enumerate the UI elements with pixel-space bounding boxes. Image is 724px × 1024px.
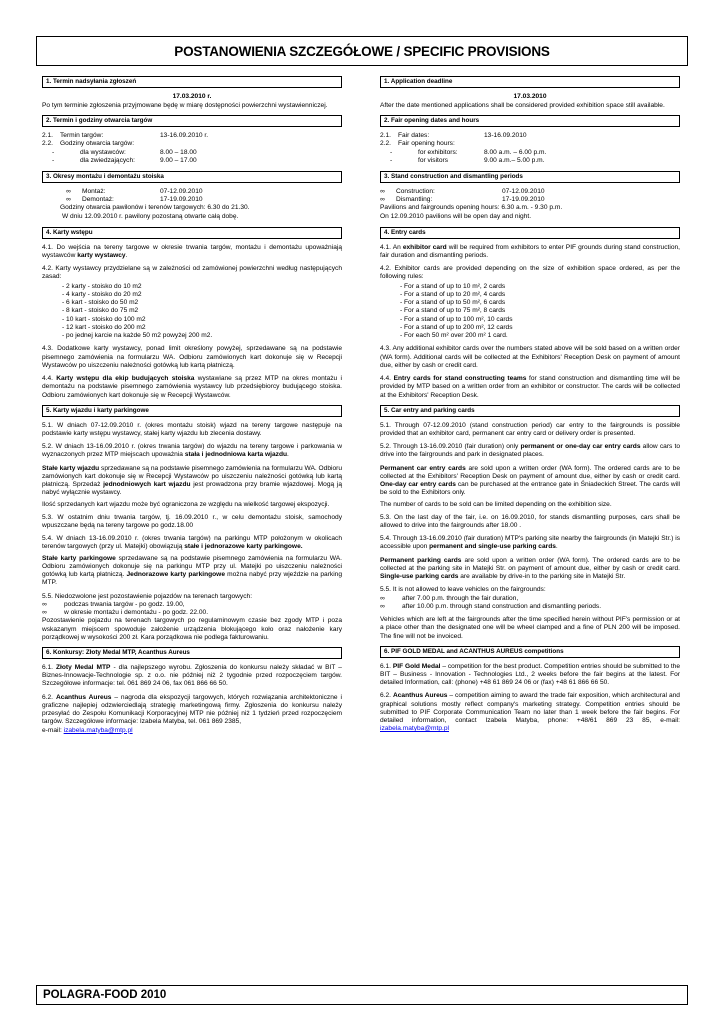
info-row (42, 132, 342, 140)
section-heading: 3. Okresy montażu i demontażu stoiska (42, 171, 342, 183)
info-row (42, 149, 342, 157)
row-label: Dismantling: (396, 196, 433, 204)
row-value: 8.00 a.m. – 6.00 p.m. (484, 148, 547, 156)
paragraph: 6.1. PIF Gold Medal – competition for the best product. Competition entries should be submitted to the BIT – Business - Innovation - Technologies Ltd., 2 weeks before the fair begins at the latest. For detailed Information, call: (phone) +48 61 869 24 06 or (fax) +48 61 866 66 50. (380, 662, 680, 687)
email-link[interactable]: izabela.matyba@mtp.pl (380, 725, 449, 733)
row-label: Termin targów: (60, 132, 104, 140)
section-heading: 4. Karty wstępu (42, 227, 342, 239)
row-label: Fair dates: (398, 132, 430, 140)
row-value: 17-19.09.2010 (160, 196, 203, 204)
paragraph: Vehicles which are left at the fairgrounds after the time specified herein without PIF's permission or at a place other than the designated one will be wheel clamped and a fine of PLN 200 will be imposed. The fine will not be invoiced. (380, 616, 680, 640)
row-label: Fair opening hours: (398, 140, 455, 148)
paragraph: 5.2. W dniach 13-16.09.2010 r. (okres trwania targów) do wjazdu na tereny targowe i parkowania w wyznaczonych przez MTP miejscach upoważnia stała i jednodniowa karta wjazdu. (42, 443, 342, 459)
text-line: Pavilions and fairgrounds opening hours: 6.30 a.m. - 9.30 p.m. (380, 204, 563, 212)
section-heading: 5. Car entry and parking cards (380, 405, 680, 417)
section-heading: 2. Fair opening dates and hours (380, 115, 680, 127)
section-1-pl (42, 76, 342, 110)
row-value: 9.00 a.m.– 5.00 p.m. (484, 156, 545, 164)
row-label: Godziny otwarcia targów: (60, 140, 135, 148)
infinity-bullet-icon: ∞ (380, 602, 385, 610)
infinity-bullet-icon: ∞ (42, 600, 47, 608)
section-6-pl (42, 647, 342, 735)
paragraph: 4.4. Entry cards for stand constructing teams for stand construction and dismantling time will be provided by MTP based on a written order from an exhibitor or constructor. The cards will be collected at the Exhibitors' Reception Desk. (380, 375, 680, 399)
row-number: 2.1. (380, 132, 391, 140)
list-item: - For a stand of up to 20 m², 4 cards (400, 290, 506, 298)
row-number: 2.2. (42, 140, 53, 148)
section-5-pl (42, 405, 342, 642)
paragraph: Ilość sprzedanych kart wjazdu może być ograniczona ze względu na wielkość targowej ekspozycji. (42, 500, 330, 508)
paragraph: Po tym terminie zgłoszenia przyjmowane będę w miarę dostępności powierzchni wystawienniczej. (42, 102, 328, 110)
deadline-date: 17.03.2010 r. (172, 92, 212, 100)
list-item: - For a stand of up to 200 m², 12 cards (400, 323, 513, 331)
row-label: for exhibitors: (418, 148, 458, 156)
paragraph: 5.3. W ostatnim dniu trwania targów, tj. 16.09.2010 r., w celu demontażu stoisk, samochody wpuszczane będą na tereny targowe po godz.18.00 (42, 513, 342, 529)
paragraph: 4.1. An exhibitor card will be required from exhibitors to enter PIF grounds during stand construction, fair duration and dismantling periods. (380, 243, 680, 260)
row-dash: - (390, 148, 393, 156)
section-heading: 1. Termin nadsyłania zgłoszeń (42, 76, 342, 88)
section-heading: 6. PIF GOLD MEDAL and ACANTHUS AUREUS competitions (380, 646, 680, 658)
section-2-pl (42, 115, 342, 165)
info-row (380, 132, 680, 140)
title-box (36, 36, 688, 66)
list-item: ∞ after 10.00 p.m. through stand construction and dismantling periods. (380, 602, 602, 610)
footer-box (36, 985, 688, 1005)
paragraph: Stałe karty wjazdu sprzedawane są na podstawie pisemnego zamówienia na formularzu WA. Odbioru zamówionych kart dokonuje się w Recepcji Wystawców po uiszczeniu należności gotówką lub kartą płatniczą. Sprzedaż jednodniowych kart wjazdu jest prowadzona przy bramie wjazdowej. Mogą ją nabyć wyłącznie wystawcy. (42, 464, 342, 497)
text-line: W dniu 12.09.2010 r. pawilony pozostaną otwarte całą dobę. (62, 212, 239, 220)
paragraph: Permanent parking cards are sold upon a written order (WA form). The ordered cards are to be collected at the parking site in Matejki Str. on payment of amount due, either by cash or credit card. Single-use parking cards are available by drive-in to the parking site in Matejki Str. (380, 556, 681, 581)
row-value: 13-16.09.2010 (484, 132, 527, 140)
section-heading: 1. Application deadline (380, 76, 680, 88)
paragraph: 4.2. Exhibitor cards are provided depending on the size of exhibition space ordered, as per the following rules: (380, 265, 680, 281)
paragraph: 4.4. Karty wstępu dla ekip budujących stoiska wystawiane są przez MTP na okres montażu i demontażu na podstawie pisemnego zamówienia wystawcy lub przedsiębiorcy budującego stoiska. Odbioru zamówionych kart dokonuje się w Recepcji Wystawców. (42, 375, 342, 399)
list-item: - For a stand of up to 50 m², 6 cards (400, 299, 506, 307)
info-row (380, 188, 680, 196)
infinity-bullet-icon: ∞ (42, 609, 47, 617)
section-4-en (380, 227, 680, 400)
info-row (42, 188, 342, 196)
paragraph: 4.3. Any additional exhibitor cards over the numbers stated above will be sold based on a written order (WA form). Additional cards will be collected at the Exhibitors' Reception Desk on payment of amount due, either by cash or credit card. (380, 345, 680, 369)
text-line: On 12.09.2010 pavilions will be open day and night. (380, 212, 532, 220)
section-1-en (380, 76, 680, 110)
info-row (380, 149, 680, 157)
list-item: - 10 kart - stoisko do 100 m2 (62, 315, 146, 323)
paragraph: 6.2. Acanthus Aureus – nagroda dla ekspozycji targowych, których rozwiązania architektoniczne i graficzne najlepiej odzwierciedlają strategię marketingową firmy. Zgłoszenia do konkursu należy przesyłać do Zespołu Komunikacji Korporacyjnej MTP nie później niż 1 tydzień przed rozpoczęciem targów. Szczegółowe informacje: Izabela Matyba, tel. 061 869 2385, (42, 693, 342, 726)
text-line: 5.5. Niedozwolone jest pozostawienie pojazdów na terenach targowych: (42, 592, 253, 600)
row-label: dla wystawców: (80, 148, 126, 156)
deadline-date: 17.03.2010 (513, 92, 547, 100)
paragraph: Stałe karty parkingowe sprzedawane są na podstawie pisemnego zamówienia na formularzu WA. Odbioru zamówionych dokonuje się na parkingu MTP przy ul. Matejki po uiszczeniu należności gotówką lub kartą płatniczą. Jednorazowe karty parkingowe można nabyć przy wjeździe na parking MTP. (42, 554, 342, 587)
paragraph: 4.1. Do wejścia na tereny targowe w okresie trwania targów, montażu i demontażu upoważniają wystawców karty wystawcy. (42, 243, 342, 260)
list-item: ∞ w okresie montażu i demontażu - po godz. 22.00. (42, 609, 209, 617)
paragraph: The number of cards to be sold can be limited depending on the exhibition size. (380, 500, 612, 508)
section-heading: 2. Termin i godziny otwarcia targów (42, 115, 342, 127)
row-number: 2.1. (42, 132, 53, 140)
section-6-en (380, 646, 680, 734)
polish-column (42, 76, 342, 739)
list-item: - po jednej karcie na każde 50 m2 powyżej 200 m2. (62, 332, 213, 340)
list-item: - For each 50 m² over 200 m² 1 card. (400, 332, 508, 340)
card-allocation-list (380, 283, 680, 341)
row-value: 17-19.09.2010 (502, 196, 545, 204)
email-line: e-mail: izabela.matyba@mtp.pl (42, 726, 133, 734)
text-line: 5.5. It is not allowed to leave vehicles on the fairgrounds: (380, 586, 546, 594)
infinity-bullet-icon: ∞ (380, 187, 385, 195)
list-item: - For a stand of up to 10 m², 2 cards (400, 282, 506, 290)
paragraph: 5.4. Through 13-16.09.2010 (fair duration) MTP's parking site nearby the fairgrounds (in Matejki Str.) is accessible upon permanent and single-use parking cards. (380, 535, 680, 551)
infinity-bullet-icon: ∞ (66, 196, 71, 204)
email-link[interactable]: izabela.matyba@mtp.pl (63, 726, 133, 734)
row-label: Construction: (396, 187, 435, 195)
row-label: dla zwiedzających: (80, 156, 135, 164)
list-item: ∞ after 7.00 p.m. through the fair duration, (380, 594, 519, 602)
paragraph: 5.4. W dniach 13-16.09.2010 r. (okres trwania targów) na parkingu MTP położonym w okolicach terenów targowych (przy ul. Matejki) obowiązują stałe i jednorazowe karty parkingowe. (42, 535, 342, 551)
row-label: for visitors (418, 156, 449, 164)
info-row (380, 196, 680, 204)
card-allocation-list (42, 283, 342, 341)
english-column (380, 76, 680, 739)
row-value: 07-12.09.2010 (160, 187, 203, 195)
page-title: POSTANOWIENIA SZCZEGÓŁOWE / SPECIFIC PROVISIONS (174, 44, 550, 59)
section-heading: 6. Konkursy: Złoty Medal MTP, Acanthus Aureus (42, 647, 342, 659)
row-value: 9.00 – 17.00 (160, 156, 197, 164)
info-row (42, 157, 342, 165)
infinity-bullet-icon: ∞ (66, 187, 71, 195)
paragraph: 5.1. Through 07-12.09.2010 (stand construction period) car entry to the fairgrounds is possible provided that an exhibitor card, permanent car entry card or delivery order is presented. (380, 421, 680, 437)
row-number: 2.2. (380, 140, 391, 148)
infinity-bullet-icon: ∞ (380, 594, 385, 602)
row-value: 13-16.09.2010 r. (160, 132, 209, 140)
section-heading: 4. Entry cards (380, 227, 680, 239)
paragraph: 4.2. Karty wystawcy przydzielane są w zależności od zamówionej powierzchni według następujących zasad: (42, 265, 342, 281)
info-row (42, 196, 342, 204)
list-item: ∞ podczas trwania targów - po godz. 19.00, (42, 600, 185, 608)
info-row (380, 140, 680, 148)
section-heading: 3. Stand construction and dismantling periods (380, 171, 680, 183)
paragraph: 5.2. Through 13-16.09.2010 (fair duration) only permanent or one-day car entry cards allow cars to drive into the fairgrounds and park in designated places. (380, 443, 680, 459)
section-2-en (380, 115, 680, 165)
info-row (380, 157, 680, 165)
row-dash: - (390, 156, 393, 164)
paragraph: 6.1. Złoty Medal MTP - dla najlepszego wyrobu. Zgłoszenia do konkursu należy składać w BIT – Biznes-Innowacje-Technologie sp. z o.o. nie później niż 2 tygodnie przed rozpoczęciem targów. Szczegółowe informacje: tel. 061 869 24 06, fax 061 866 66 50. (42, 663, 342, 688)
infinity-bullet-icon: ∞ (380, 196, 385, 204)
section-heading: 5. Karty wjazdu i karty parkingowe (42, 405, 342, 417)
row-label: Montaż: (82, 187, 106, 195)
row-value: 8.00 – 18.00 (160, 148, 197, 156)
text-line: Godziny otwarcia pawilonów i terenów targowych: 6.30 do 21.30. (60, 204, 250, 212)
info-row (42, 140, 342, 148)
paragraph: 5.1. W dniach 07-12.09.2010 r. (okres montażu stoisk) wjazd na tereny targowe następuje na podstawie karty wstępu wystawcy, stałej karty wjazdu lub zlecenia dostawy. (42, 421, 342, 437)
paragraph: 5.3. On the last day of the fair, i.e. on 16.09.2010, for stands dismantling purposes, cars shall be allowed to drive into the fairgrounds after 18.00 . (380, 513, 680, 529)
section-4-pl (42, 227, 342, 400)
list-item: - 12 kart - stoisko do 200 m2 (62, 323, 146, 331)
row-label: Demontaż: (82, 196, 114, 204)
row-dash: - (52, 156, 55, 164)
section-5-en (380, 405, 680, 641)
list-item: - For a stand of up to 100 m², 10 cards (400, 315, 513, 323)
paragraph: Pozostawienie pojazdu na terenach targowych po regulaminowym czasie bez zgody MTP i poza wskazanym miejscem spowoduje założenie urządzenia blokującego koło oraz nałożenie kary porządkowej w wysokości 200 zł. Kara porządkowa nie podlega fakturowaniu. (42, 617, 342, 641)
paragraph: Permanent car entry cards are sold upon a written order (WA form). The ordered cards are to be collected at the Exhibitors' Reception Desk on payment of amount due, either by cash or credit card. One-day car entry cards can be purchased at the entrance gate in Śniadeckich Street. The cards will be sold to the Exhibitors only. (380, 464, 680, 497)
list-item: - 2 karty - stoisko do 10 m2 (62, 282, 142, 290)
footer-label: POLAGRA-FOOD 2010 (43, 989, 167, 1001)
paragraph: 6.2. Acanthus Aureus – competition aiming to award the trade fair exposition, which architectural and graphical solutions mostly reflect company's marketing strategy. Competition entries should be submitted to PIF Corporate Communication Team no later than 1 week before the fair begins. For detailed information, contact Izabela Matyba, phone: +48/61 869 23 85, e-mail: izabela.matyba@mtp.pl (380, 692, 680, 733)
list-item: - 6 kart - stoisko do 50 m2 (62, 299, 139, 307)
list-item: - 8 kart - stoisko do 75 m2 (62, 307, 139, 315)
paragraph: After the date mentioned applications shall be considered provided exhibition space still available. (380, 102, 665, 110)
section-3-pl (42, 171, 342, 221)
row-dash: - (52, 148, 55, 156)
row-value: 07-12.09.2010 (502, 187, 545, 195)
paragraph: 4.3. Dodatkowe karty wystawcy, ponad limit określony powyżej, sprzedawane są na podstawie pisemnego zamówienia na formularzu WA. Odbioru zamówionych kart dokonuje się w Recepcji Wystawców po uiszczeniu należności gotówką lub kartą płatniczą. (42, 345, 342, 369)
list-item: - For a stand of up to 75 m², 8 cards (400, 307, 506, 315)
list-item: - 4 karty - stoisko do 20 m2 (62, 290, 142, 298)
section-3-en (380, 171, 680, 221)
